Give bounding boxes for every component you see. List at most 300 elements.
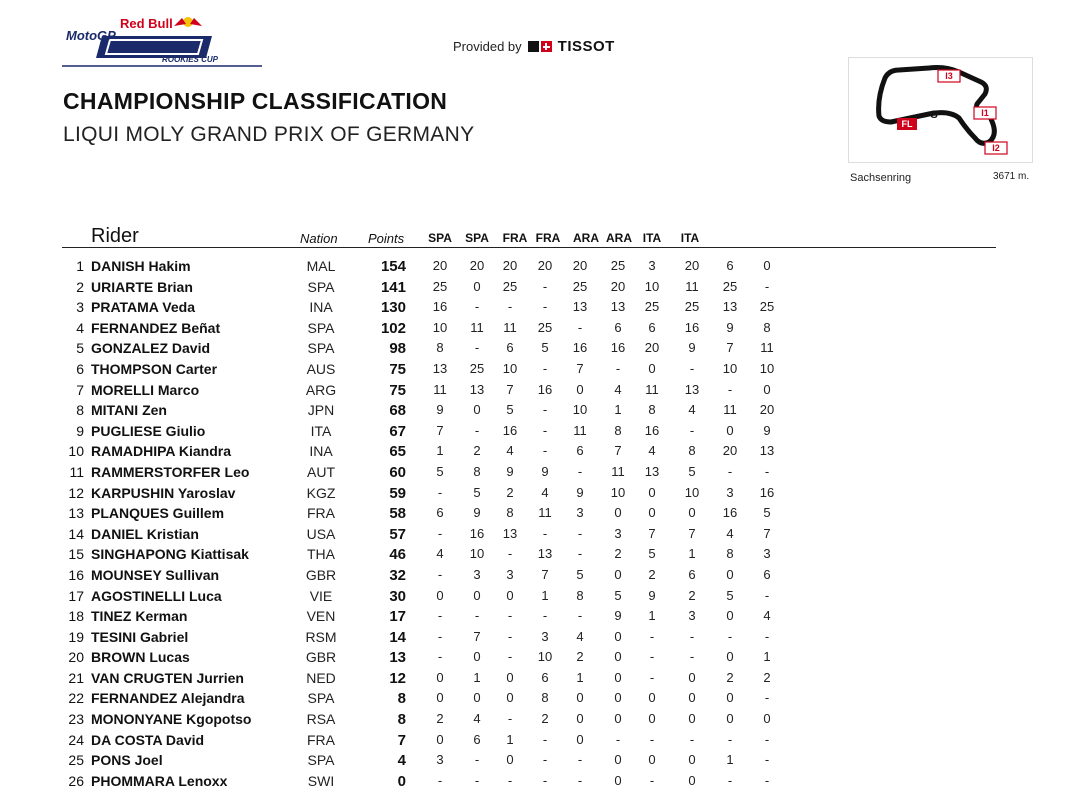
- race-result: 6: [473, 731, 481, 747]
- rider-points: 59: [389, 484, 406, 502]
- rider-position: 1: [76, 258, 84, 274]
- race-result: -: [577, 772, 583, 788]
- rider-name: URIARTE Brian: [91, 278, 193, 295]
- rider-points: 68: [389, 402, 406, 420]
- race-result: 2: [648, 566, 656, 582]
- race-result: 0: [726, 649, 734, 665]
- race-result: 5: [763, 505, 771, 521]
- race-result: 6: [436, 505, 444, 521]
- rider-points: 141: [380, 278, 406, 296]
- race-result: -: [649, 628, 655, 644]
- race-result: 11: [433, 381, 447, 397]
- race-result: 9: [576, 484, 584, 500]
- race-result: 0: [576, 690, 584, 706]
- race-result: -: [542, 278, 548, 294]
- race-result: -: [507, 772, 513, 788]
- race-result: -: [542, 402, 548, 418]
- race-result: 0: [614, 772, 622, 788]
- rider-name: PRATAMA Veda: [91, 299, 195, 316]
- rider-points: 13: [389, 649, 406, 667]
- rider-nation: MAL: [306, 258, 336, 274]
- race-result: 20: [469, 258, 485, 273]
- rider-points: 17: [389, 608, 406, 626]
- red-bull-icon: [174, 17, 202, 27]
- table-row: [0, 380, 1080, 401]
- rider-name: AGOSTINELLI Luca: [91, 587, 222, 604]
- race-result: 5: [726, 587, 734, 603]
- column-header-race: ITA: [680, 231, 700, 245]
- race-result: 9: [473, 505, 481, 521]
- race-result: 0: [436, 731, 444, 747]
- race-result: -: [542, 525, 548, 541]
- race-result: 20: [644, 340, 660, 356]
- race-result: 7: [436, 422, 444, 438]
- race-result: 5: [506, 402, 514, 418]
- race-result: -: [542, 422, 548, 438]
- race-result: 7: [506, 381, 514, 397]
- race-result: 10: [684, 484, 700, 500]
- race-result: 2: [688, 587, 696, 603]
- race-result: -: [507, 649, 513, 665]
- classification-table: [0, 256, 1080, 791]
- race-result: -: [542, 752, 548, 768]
- table-row: [0, 318, 1080, 339]
- race-result: -: [689, 731, 695, 747]
- race-result: 20: [502, 258, 518, 273]
- rider-position: 13: [68, 505, 84, 522]
- rider-name: PUGLIESE Giulio: [91, 422, 206, 439]
- rider-name: PONS Joel: [91, 752, 163, 769]
- rider-position: 8: [76, 402, 84, 419]
- rider-name: PLANQUES Guillem: [91, 505, 225, 522]
- rider-name: MORELLI Marco: [91, 381, 200, 398]
- race-result: -: [577, 546, 583, 562]
- table-row: [0, 421, 1080, 442]
- race-result: 9: [436, 402, 444, 418]
- rider-name: THOMPSON Carter: [91, 360, 218, 377]
- rider-position: 16: [68, 566, 84, 583]
- rider-position: 21: [68, 669, 84, 686]
- race-result: 0: [576, 381, 584, 397]
- race-result: 20: [759, 402, 775, 418]
- race-result: 0: [614, 690, 622, 706]
- rider-nation: SPA: [307, 319, 335, 336]
- table-row: [0, 586, 1080, 607]
- rider-nation: FRA: [307, 505, 335, 522]
- race-result: 16: [759, 484, 775, 500]
- race-result: 1: [541, 587, 549, 603]
- race-result: 1: [614, 402, 622, 418]
- race-result: -: [474, 608, 480, 624]
- race-result: 4: [541, 484, 549, 500]
- rider-nation: FRA: [307, 731, 335, 748]
- rider-name: SINGHAPONG Kiattisak: [91, 546, 249, 563]
- rider-name: TINEZ Kerman: [91, 608, 188, 625]
- race-result: 0: [614, 628, 622, 644]
- race-result: 8: [541, 690, 549, 706]
- rider-points: 30: [389, 587, 406, 605]
- race-result: -: [437, 608, 443, 624]
- rider-position: 17: [68, 587, 84, 604]
- race-result: 13: [432, 360, 448, 376]
- race-result: 20: [572, 258, 588, 273]
- race-result: -: [507, 546, 513, 562]
- race-result: 1: [763, 649, 771, 665]
- race-result: 0: [726, 711, 734, 727]
- race-result: 0: [726, 422, 734, 438]
- race-result: 10: [432, 319, 448, 335]
- rider-points: 46: [389, 546, 406, 564]
- race-result: 7: [726, 340, 734, 356]
- race-result: 13: [502, 525, 518, 541]
- race-result: 4: [473, 711, 481, 727]
- rider-nation: AUT: [307, 463, 335, 480]
- rider-name: RAMADHIPA Kiandra: [91, 443, 232, 460]
- race-result: -: [577, 752, 583, 768]
- rider-points: 102: [380, 319, 406, 337]
- race-result: 8: [506, 505, 514, 521]
- race-result: 6: [506, 340, 514, 356]
- rider-name: PHOMMARA Lenoxx: [91, 772, 228, 789]
- race-result: 0: [726, 608, 734, 624]
- race-result: 0: [473, 690, 481, 706]
- race-result: 8: [614, 422, 622, 438]
- rider-points: 98: [389, 340, 406, 358]
- race-result: -: [577, 608, 583, 624]
- race-result: -: [689, 649, 695, 665]
- column-header-rider: Rider: [91, 225, 139, 247]
- rider-position: 23: [68, 711, 84, 728]
- race-result: 25: [610, 258, 626, 273]
- race-result: 0: [614, 566, 622, 582]
- rider-position: 4: [76, 319, 84, 336]
- race-result: 13: [469, 381, 485, 397]
- race-result: 0: [688, 711, 696, 727]
- race-result: 6: [688, 566, 696, 582]
- rider-nation: RSM: [305, 628, 337, 645]
- track-outline: [879, 68, 995, 144]
- race-result: 1: [726, 752, 734, 768]
- race-result: -: [542, 299, 548, 315]
- race-result: 8: [688, 443, 696, 459]
- race-result: 4: [648, 443, 656, 459]
- race-result: 13: [572, 299, 588, 315]
- rider-name: BROWN Lucas: [91, 649, 190, 666]
- race-result: -: [649, 772, 655, 788]
- race-result: 6: [541, 669, 549, 685]
- race-result: 9: [763, 422, 771, 438]
- race-result: 3: [726, 484, 734, 500]
- race-result: 3: [473, 566, 481, 582]
- race-result: 0: [506, 690, 514, 706]
- race-result: -: [507, 608, 513, 624]
- race-result: 9: [506, 463, 514, 479]
- race-result: 1: [436, 443, 444, 459]
- table-row: [0, 359, 1080, 380]
- race-result: 2: [726, 669, 734, 685]
- column-header-race: ARA: [573, 231, 599, 245]
- svg-text:FL: FL: [901, 119, 913, 129]
- race-result: -: [542, 608, 548, 624]
- race-result: 0: [614, 505, 622, 521]
- race-result: 6: [576, 443, 584, 459]
- race-result: -: [764, 463, 770, 479]
- race-result: -: [542, 443, 548, 459]
- table-row: [0, 544, 1080, 565]
- rider-position: 20: [68, 649, 84, 666]
- table-row: [0, 750, 1080, 771]
- race-result: 9: [688, 340, 696, 356]
- race-result: 0: [648, 752, 656, 768]
- table-row: [0, 688, 1080, 709]
- race-result: 2: [436, 711, 444, 727]
- rider-nation: THA: [307, 546, 335, 563]
- race-result: 0: [436, 669, 444, 685]
- column-header-race: FRA: [502, 231, 528, 245]
- table-row: [0, 400, 1080, 421]
- race-result: 2: [473, 443, 481, 459]
- race-result: 20: [610, 278, 626, 294]
- race-result: 0: [648, 690, 656, 706]
- race-result: 0: [576, 711, 584, 727]
- race-result: 20: [432, 258, 448, 273]
- race-result: 0: [648, 711, 656, 727]
- rider-nation: ARG: [305, 381, 337, 398]
- column-header-race: ITA: [642, 231, 662, 245]
- table-row: [0, 483, 1080, 504]
- race-result: 10: [722, 360, 738, 376]
- race-result: -: [764, 278, 770, 294]
- race-result: 8: [726, 546, 734, 562]
- table-row: [0, 668, 1080, 689]
- rider-points: 4: [397, 752, 406, 770]
- rider-nation: SPA: [307, 340, 335, 357]
- race-result: 25: [537, 319, 553, 335]
- column-header-nation: Nation: [300, 231, 338, 246]
- race-result: 25: [432, 278, 448, 294]
- rider-name: FERNANDEZ Beñat: [91, 319, 221, 336]
- rider-name: DA COSTA David: [91, 731, 205, 748]
- rider-position: 12: [68, 484, 84, 501]
- svg-text:S: S: [930, 109, 938, 121]
- column-header-race: FRA: [535, 231, 561, 245]
- race-result: 11: [573, 422, 587, 438]
- race-result: 2: [506, 484, 514, 500]
- race-result: 25: [502, 278, 518, 294]
- race-result: 0: [726, 566, 734, 582]
- rider-name: VAN CRUGTEN Jurrien: [91, 669, 244, 686]
- race-result: 2: [541, 711, 549, 727]
- svg-text:I1: I1: [981, 108, 989, 118]
- race-result: 13: [722, 299, 738, 315]
- table-row: [0, 462, 1080, 483]
- rider-points: 58: [389, 505, 406, 523]
- race-result: 3: [436, 752, 444, 768]
- race-result: 4: [763, 608, 771, 624]
- race-result: 16: [722, 505, 738, 521]
- rider-points: 14: [389, 628, 406, 646]
- race-result: 0: [614, 752, 622, 768]
- race-result: 9: [648, 587, 656, 603]
- rider-position: 15: [68, 546, 84, 563]
- race-result: 20: [722, 443, 738, 459]
- race-result: -: [764, 772, 770, 788]
- race-result: 8: [576, 587, 584, 603]
- race-result: 7: [614, 443, 622, 459]
- race-result: 11: [538, 505, 552, 521]
- column-header-race: SPA: [465, 231, 489, 245]
- race-result: 0: [506, 669, 514, 685]
- race-result: 16: [684, 319, 700, 335]
- rider-nation: USA: [306, 525, 336, 542]
- rider-position: 14: [68, 525, 84, 542]
- race-result: 0: [614, 669, 622, 685]
- rider-nation: SWI: [307, 772, 335, 789]
- race-result: 25: [469, 360, 485, 376]
- race-result: 0: [688, 505, 696, 521]
- race-result: -: [507, 299, 513, 315]
- rider-nation: SPA: [307, 752, 335, 769]
- rider-points: 8: [397, 690, 406, 708]
- race-result: 5: [436, 463, 444, 479]
- rider-nation: SPA: [307, 278, 335, 295]
- race-result: 0: [576, 731, 584, 747]
- race-result: 0: [614, 649, 622, 665]
- race-result: 16: [572, 340, 588, 356]
- tissot-logo-icon: [528, 41, 552, 52]
- race-result: 16: [502, 422, 518, 438]
- rider-points: 12: [389, 669, 406, 687]
- race-result: 25: [644, 299, 660, 315]
- table-row: [0, 627, 1080, 648]
- race-result: 11: [611, 463, 625, 479]
- race-result: 13: [644, 463, 660, 479]
- race-result: 3: [614, 525, 622, 541]
- race-result: -: [474, 340, 480, 356]
- race-result: 0: [763, 258, 771, 273]
- race-result: -: [474, 752, 480, 768]
- rider-points: 75: [389, 360, 406, 378]
- race-result: 0: [688, 772, 696, 788]
- rider-points: 7: [397, 731, 406, 749]
- race-result: 1: [576, 669, 584, 685]
- race-result: 1: [473, 669, 481, 685]
- race-result: 7: [688, 525, 696, 541]
- rider-position: 3: [76, 299, 84, 316]
- rider-name: MONONYANE Kgopotso: [91, 711, 252, 728]
- table-row: [0, 730, 1080, 751]
- race-result: 1: [648, 608, 656, 624]
- race-result: 0: [506, 752, 514, 768]
- race-result: 11: [760, 340, 774, 356]
- race-result: 6: [648, 319, 656, 335]
- page-title: CHAMPIONSHIP CLASSIFICATION: [63, 88, 448, 114]
- rider-name: DANIEL Kristian: [91, 525, 199, 542]
- rider-points: 130: [380, 299, 406, 317]
- race-result: 6: [763, 566, 771, 582]
- race-result: 5: [576, 566, 584, 582]
- rider-position: 6: [76, 360, 84, 377]
- rider-position: 11: [69, 463, 84, 480]
- rider-points: 65: [389, 443, 406, 461]
- race-result: -: [615, 360, 621, 376]
- race-result: 13: [759, 443, 775, 459]
- race-result: 5: [541, 340, 549, 356]
- rider-nation: GBR: [305, 566, 337, 583]
- race-result: 25: [722, 278, 738, 294]
- race-result: 0: [473, 278, 481, 294]
- race-result: 4: [726, 525, 734, 541]
- rider-position: 22: [68, 690, 84, 707]
- race-result: -: [764, 587, 770, 603]
- table-row: [0, 709, 1080, 730]
- rider-name: FERNANDEZ Alejandra: [91, 690, 245, 707]
- track-length: 3671 m.: [993, 171, 1030, 182]
- race-result: 0: [688, 690, 696, 706]
- race-result: -: [649, 649, 655, 665]
- rider-nation: VIE: [309, 587, 333, 604]
- race-result: 11: [470, 319, 484, 335]
- race-result: -: [764, 690, 770, 706]
- rider-name: MOUNSEY Sullivan: [91, 566, 220, 583]
- rider-nation: GBR: [305, 649, 337, 666]
- race-result: 4: [576, 628, 584, 644]
- svg-text:ROOKIES CUP: ROOKIES CUP: [162, 55, 219, 64]
- race-result: 1: [506, 731, 514, 747]
- race-result: 10: [572, 402, 588, 418]
- column-header-race: ARA: [606, 231, 632, 245]
- race-result: 16: [537, 381, 553, 397]
- race-result: 20: [537, 258, 553, 273]
- column-header-points: Points: [368, 231, 405, 246]
- race-result: 4: [688, 402, 696, 418]
- race-result: 4: [614, 381, 622, 397]
- race-result: 13: [610, 299, 626, 315]
- rider-position: 25: [68, 752, 84, 769]
- race-result: 3: [763, 546, 771, 562]
- race-result: 25: [759, 299, 775, 315]
- rider-points: 57: [389, 525, 406, 543]
- race-result: -: [577, 463, 583, 479]
- rider-points: 75: [389, 381, 406, 399]
- sponsor-name: TISSOT: [557, 38, 615, 55]
- race-result: -: [542, 731, 548, 747]
- motogp-rookies-cup-logo: [62, 14, 266, 70]
- race-result: 16: [610, 340, 626, 356]
- svg-text:MotoGP: MotoGP: [66, 28, 116, 43]
- race-result: 25: [572, 278, 588, 294]
- race-result: -: [437, 525, 443, 541]
- race-result: -: [542, 360, 548, 376]
- race-result: 2: [576, 649, 584, 665]
- table-row: [0, 277, 1080, 298]
- rider-name: MITANI Zen: [91, 402, 167, 419]
- race-result: -: [474, 299, 480, 315]
- race-result: -: [764, 752, 770, 768]
- race-result: 0: [648, 505, 656, 521]
- rider-nation: NED: [306, 669, 336, 686]
- table-row: [0, 524, 1080, 545]
- race-result: -: [727, 731, 733, 747]
- rider-nation: VEN: [306, 608, 336, 625]
- rider-name: GONZALEZ David: [91, 340, 211, 357]
- race-result: 5: [614, 587, 622, 603]
- table-row: [0, 256, 1080, 277]
- race-result: 0: [614, 711, 622, 727]
- table-row: [0, 771, 1080, 792]
- rider-position: 19: [68, 628, 84, 645]
- race-result: -: [507, 628, 513, 644]
